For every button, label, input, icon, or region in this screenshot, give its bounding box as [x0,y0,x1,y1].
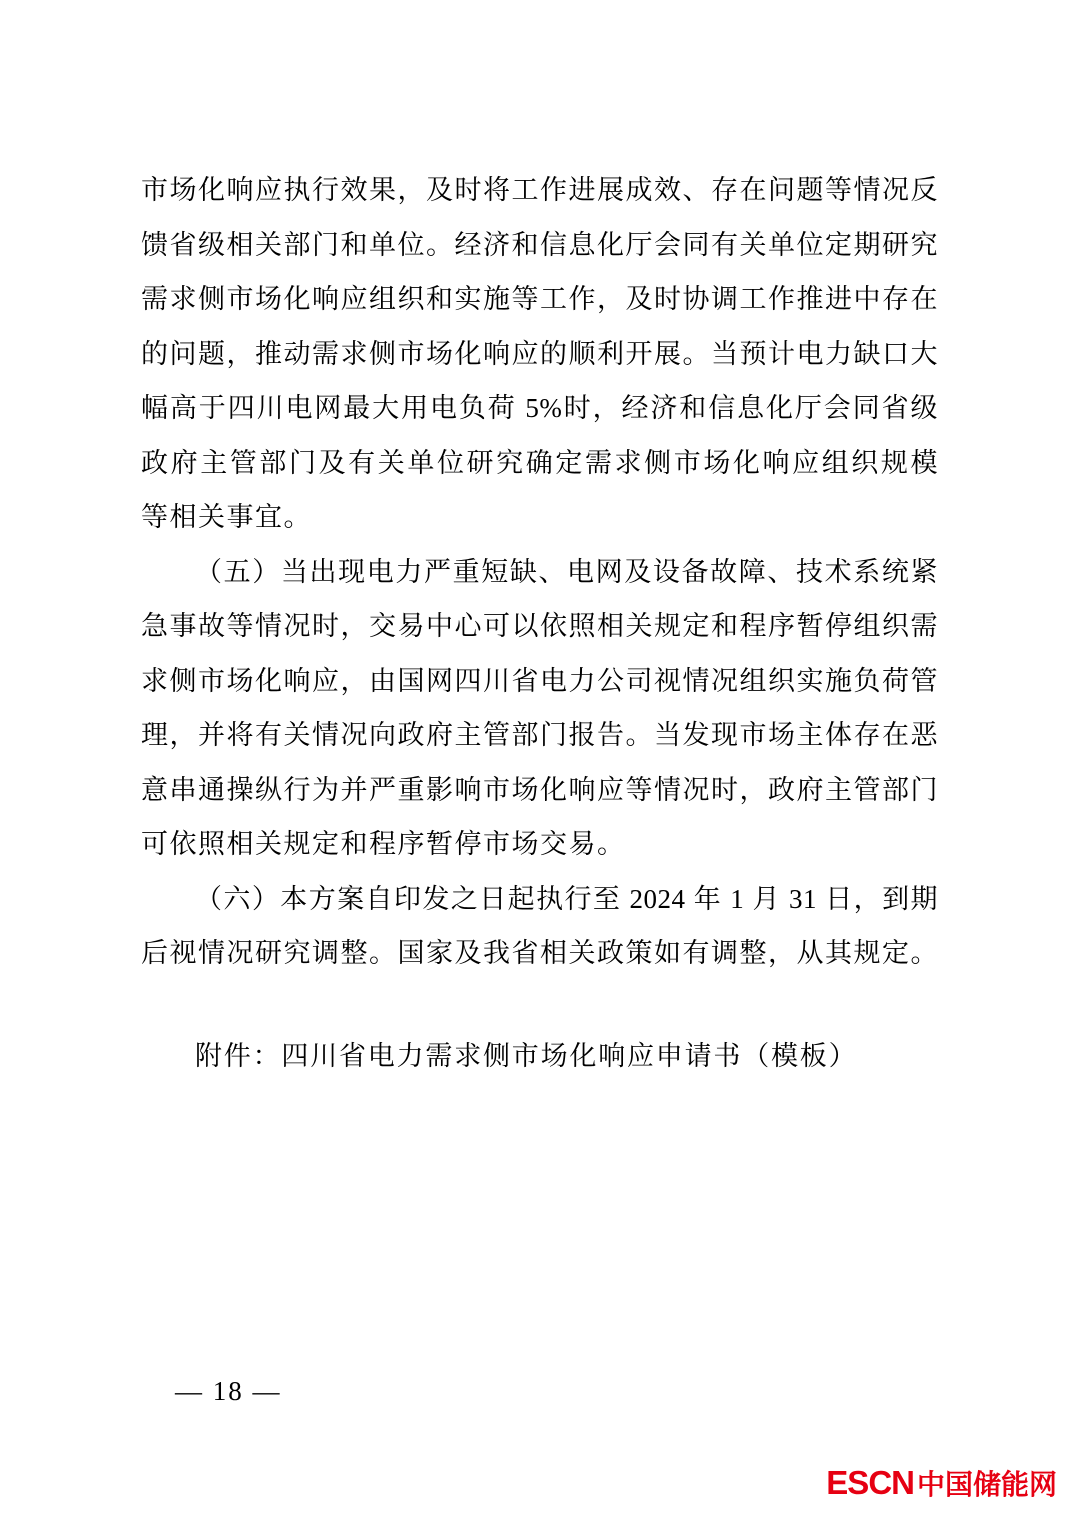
escn-logo-cjk-text: 中国储能网 [916,1469,1057,1500]
escn-logo [826,1466,1057,1499]
body-line-paragraph-five: （五）当出现电力严重短缺、电网及设备故障、技术系统紧 [195,556,938,587]
body-line: 理，并将有关情况向政府主管部门报告。当发现市场主体存在恶 [141,720,938,750]
body-line: 需求侧市场化响应组织和实施等工作，及时协调工作推进中存在 [141,284,938,314]
body-line: 市场化响应执行效果，及时将工作进展成效、存在问题等情况反 [141,175,938,205]
body-line: 后视情况研究调整。国家及我省相关政策如有调整，从其规定。 [141,938,938,968]
body-line: 可依照相关规定和程序暂停市场交易。 [141,829,626,859]
body-line-paragraph-six: （六）本方案自印发之日起执行至 2024 年 1 月 31 日，到期 [195,883,938,914]
page-number: — 18 — [175,1376,282,1406]
document-body [141,163,938,981]
body-line: 求侧市场化响应，由国网四川省电力公司视情况组织实施负荷管 [141,665,938,696]
body-line: 馈省级相关部门和单位。经济和信息化厅会同有关单位定期研究 [141,229,938,260]
body-line: 政府主管部门及有关单位研究确定需求侧市场化响应组织规模 [141,447,938,478]
body-line: 急事故等情况时，交易中心可以依照相关规定和程序暂停组织需 [141,611,938,641]
body-line: 意串通操纵行为并严重影响市场化响应等情况时，政府主管部门 [141,774,938,805]
body-line: 等相关事宜。 [141,502,312,532]
attachment-line: 附件：四川省电力需求侧市场化响应申请书（模板） [195,1041,858,1071]
escn-logo-latin-text: ESCN [826,1464,914,1501]
body-line: 幅高于四川电网最大用电负荷 5%时，经济和信息化厅会同省级 [141,393,938,423]
body-line: 的问题，推动需求侧市场化响应的顺利开展。当预计电力缺口大 [141,338,938,369]
